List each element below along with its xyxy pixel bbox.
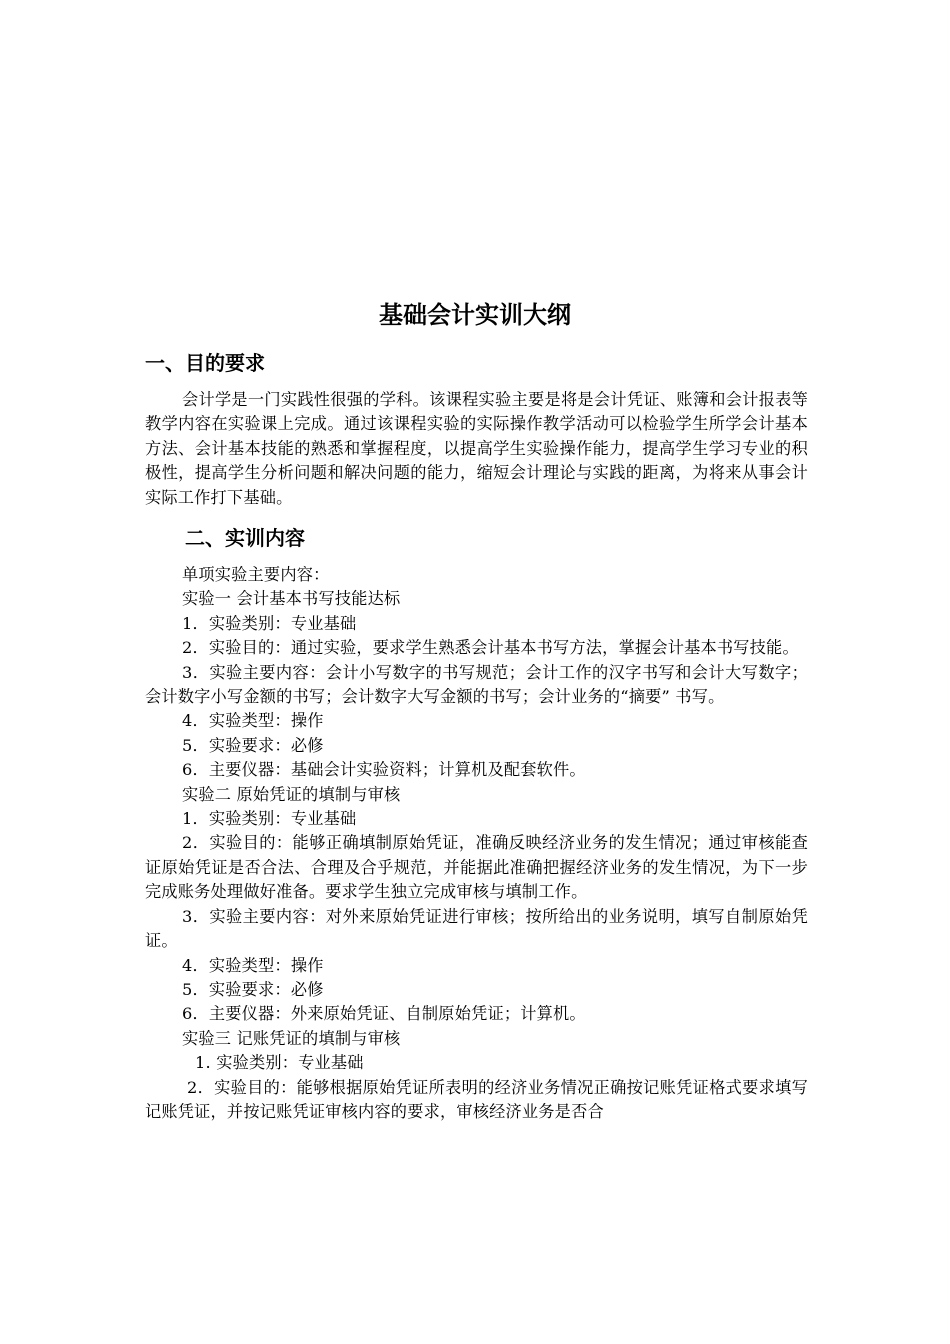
section-purpose-body — [145, 388, 808, 510]
content-intro: 单项实验主要内容： — [182, 565, 330, 584]
section-heading-content: 二、实训内容 — [185, 526, 305, 550]
exp2-item-6: 6．主要仪器：外来原始凭证、自制原始凭证；计算机。 — [182, 1004, 586, 1024]
exp1-item-1: 1．实验类别：专业基础 — [182, 613, 357, 633]
section-heading-purpose: 一、目的要求 — [145, 351, 265, 375]
exp2-title: 实验二 原始凭证的填制与审核 — [182, 784, 401, 804]
exp3-title: 实验三 记账凭证的填制与审核 — [182, 1028, 401, 1048]
purpose-paragraph: 会计学是一门实践性很强的学科。该课程实验主要是将是会计凭证、账簿和会计报表等教学内容在实验课上完成。通过该课程实验的实际操作教学活动可以检验学生所学会计基本方法、会计基本技能的熟悉和掌握程度，以提高学生实验操作能力，提高学生学习专业的积极性，提高学生分析问题和解决问题的能力，缩短会计理论与实践的距离，为将来从事会计实际工作打下基础。 — [145, 390, 808, 507]
section-content-body — [145, 563, 808, 1124]
exp1-title: 实验一 会计基本书写技能达标 — [182, 589, 401, 609]
exp1-item-3: 3．实验主要内容：会计小写数字的书写规范；会计工作的汉字书写和会计大写数字；会计数字小写金额的书写；会计数字大写金额的书写；会计业务的“摘要” 书写。 — [145, 662, 808, 707]
document-title: 基础会计实训大纲 — [379, 301, 571, 329]
exp3-item-2: 2．实验目的：能够根据原始凭证所表明的经济业务情况正确按记账凭证格式要求填写记账凭证，并按记账凭证审核内容的要求，审核经济业务是否合 — [145, 1077, 808, 1121]
exp2-item-5: 5．实验要求：必修 — [182, 979, 324, 999]
exp1-item-6: 6．主要仪器：基础会计实验资料；计算机及配套软件。 — [182, 760, 586, 780]
exp2-item-4: 4．实验类型：操作 — [182, 955, 324, 975]
exp1-item-2: 2．实验目的：通过实验，要求学生熟悉会计基本书写方法，掌握会计基本书写技能。 — [182, 638, 799, 658]
exp2-item-2: 2．实验目的：能够正确填制原始凭证，准确反映经济业务的发生情况；通过审核能查证原始凭证是否合法、合理及合乎规范，并能据此准确把握经济业务的发生情况，为下一步完成账务处理做好准备。要求学生独立完成审核与填制工作。 — [145, 833, 808, 902]
exp2-item-3: 3．实验主要内容：对外来原始凭证进行审核；按所给出的业务说明，填写自制原始凭证。 — [145, 906, 808, 951]
exp1-item-4: 4．实验类型：操作 — [182, 711, 324, 731]
exp3-item-1: 1. 实验类别：专业基础 — [195, 1053, 364, 1073]
exp2-item-1: 1．实验类别：专业基础 — [182, 809, 357, 829]
exp1-item-5: 5．实验要求：必修 — [182, 735, 324, 755]
